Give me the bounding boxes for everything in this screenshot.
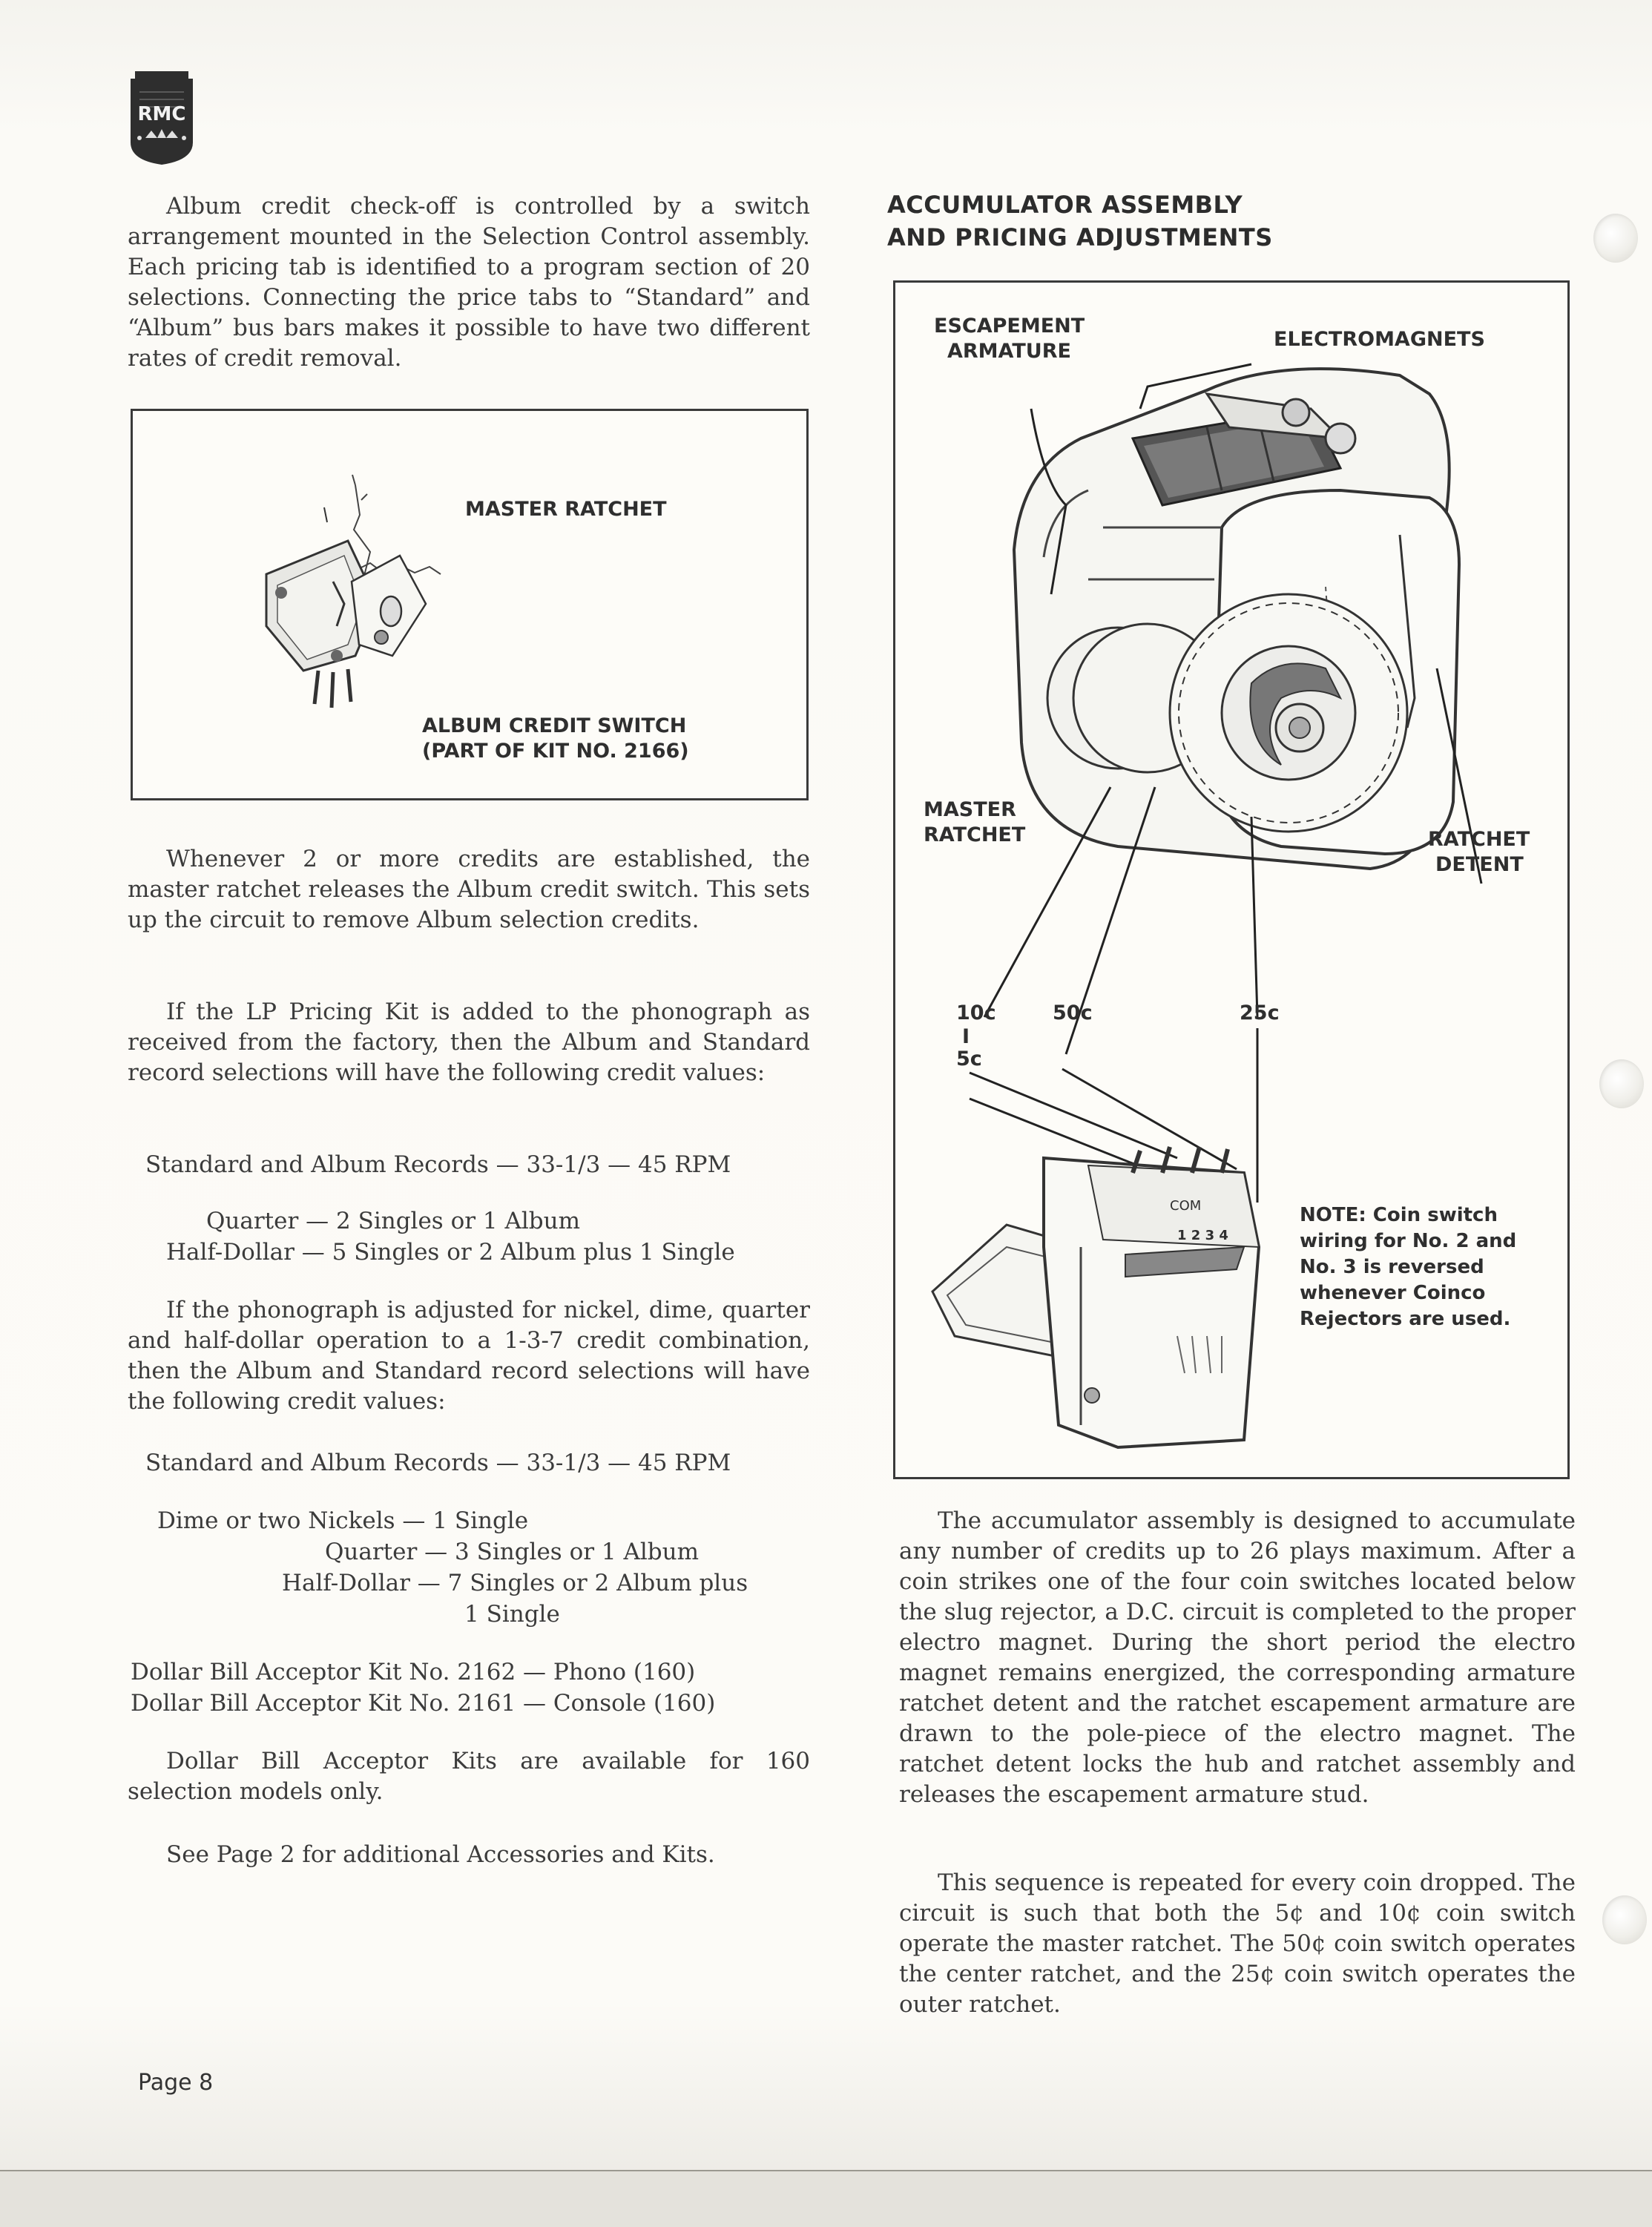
accumulator-paragraph: The accumulator assembly is designed to accumulate any number of credits up to 26 plays maximum. After a coin strikes one of the four coin switches located below the slug rejector, a D.C. circuit is completed to the proper electro magnet. During the short period the electro magnet remains energized, the corresponding armature ratchet detent and the ratchet escapement armature are drawn to the pole-piece of the electro magnet. The ratchet detent locks the hub and ratchet assembly and releases the escapement armature stud. [899,1507,1576,1808]
coin-switch-note [1300,1203,1516,1332]
coin-switch-assembly [932,1147,1259,1447]
page-number: Page 8 [138,2070,214,2096]
label-coin-25c: 25c [1240,1001,1280,1024]
note-line-1: NOTE: Coin switch [1300,1204,1498,1226]
availability-paragraph: Dollar Bill Acceptor Kits are available for 160 selection models only. [128,1748,810,1805]
svg-text:RMC: RMC [137,103,186,125]
note-line-2: wiring for No. 2 and [1300,1230,1517,1252]
punch-hole-middle [1599,1059,1644,1108]
label-ratchet-detent-2: DETENT [1435,853,1524,876]
credits-paragraph: Whenever 2 or more credits are established, the master ratchet releases the Album credit switch. This sets up the circuit to remove Album selection credits. [128,846,810,933]
label-com: COM [1170,1198,1202,1214]
album-credit-figure [131,409,809,800]
pricing-2-half-dollar-cont: 1 Single [464,1601,560,1628]
label-coin-5c: 5c [956,1047,982,1070]
label-ratchet-detent-1: RATCHET [1428,828,1530,851]
note-line-4: whenever Coinco [1300,1282,1486,1304]
rmc-logo [125,70,199,166]
label-kit-number: (PART OF KIT NO. 2166) [422,740,689,763]
intro-paragraph: Album credit check-off is controlled by a switch arrangement mounted in the Selection Control assembly. Each pricing tab is identified to a program section of 20 selections. Connecting the price tabs to “Standard” and “Album” bus bars makes it possible to have two different rates of credit removal. [128,193,810,372]
label-master-ratchet: MASTER RATCHET [465,498,667,521]
kit-phono: Dollar Bill Acceptor Kit No. 2162 — Phono (160) [131,1659,696,1685]
scan-bottom-edge [0,2170,1652,2227]
pricing-1-half-dollar: Half-Dollar — 5 Singles or 2 Album plus 1 Single [166,1239,735,1266]
note-line-3: No. 3 is reversed [1300,1256,1484,1278]
label-coin-50c: 50c [1053,1001,1093,1024]
ratchet-wheel-front [1170,594,1407,832]
punch-hole-top [1593,214,1638,263]
label-master-ratchet-1: MASTER [924,798,1016,821]
pricing-2-half-dollar: Half-Dollar — 7 Singles or 2 Album plus [282,1570,748,1596]
label-coin-10c: 10c [956,1001,996,1024]
label-escapement-2: ARMATURE [947,340,1071,363]
sequence-paragraph: This sequence is repeated for every coin dropped. The circuit is such that both the 5¢ and 10¢ coin switch operate the master ratchet. The 50¢ coin switch operates the center ratchet, and the 25¢ coin switch operates the outer ratchet. [899,1869,1576,2018]
punch-hole-bottom [1602,1895,1647,1944]
kit-console: Dollar Bill Acceptor Kit No. 2161 — Console (160) [131,1690,716,1717]
records-heading-1: Standard and Album Records — 33-1/3 — 45 RPM [145,1151,731,1178]
see-page-paragraph: See Page 2 for additional Accessories and Kits. [166,1841,715,1868]
label-escapement-1: ESCAPEMENT [934,315,1085,338]
pricing-2-dime: Dime or two Nickels — 1 Single [157,1507,529,1534]
adjusted-paragraph: If the phonograph is adjusted for nickel, dime, quarter and half-dollar operation to a 1-3-7 credit combination, then the Album and Standard record selections will have the following credit values: [128,1297,810,1415]
pricing-1-quarter: Quarter — 2 Singles or 1 Album [206,1208,580,1234]
label-coin-separator: I [962,1025,970,1048]
label-electromagnets: ELECTROMAGNETS [1274,328,1485,351]
label-master-ratchet-2: RATCHET [924,823,1026,846]
label-album-credit-switch: ALBUM CREDIT SWITCH [422,714,687,737]
lp-kit-paragraph: If the LP Pricing Kit is added to the phonograph as received from the factory, then the Album and Standard record selections will have the following credit values: [128,999,810,1086]
accumulator-figure [893,280,1570,1479]
pricing-2-quarter: Quarter — 3 Singles or 1 Album [325,1539,699,1565]
label-terminals: 1 2 3 4 [1177,1228,1228,1243]
note-line-5: Rejectors are used. [1300,1308,1511,1330]
records-heading-2: Standard and Album Records — 33-1/3 — 45 RPM [145,1450,731,1476]
section-heading: ACCUMULATOR ASSEMBLY AND PRICING ADJUSTMENTS [887,191,1273,251]
